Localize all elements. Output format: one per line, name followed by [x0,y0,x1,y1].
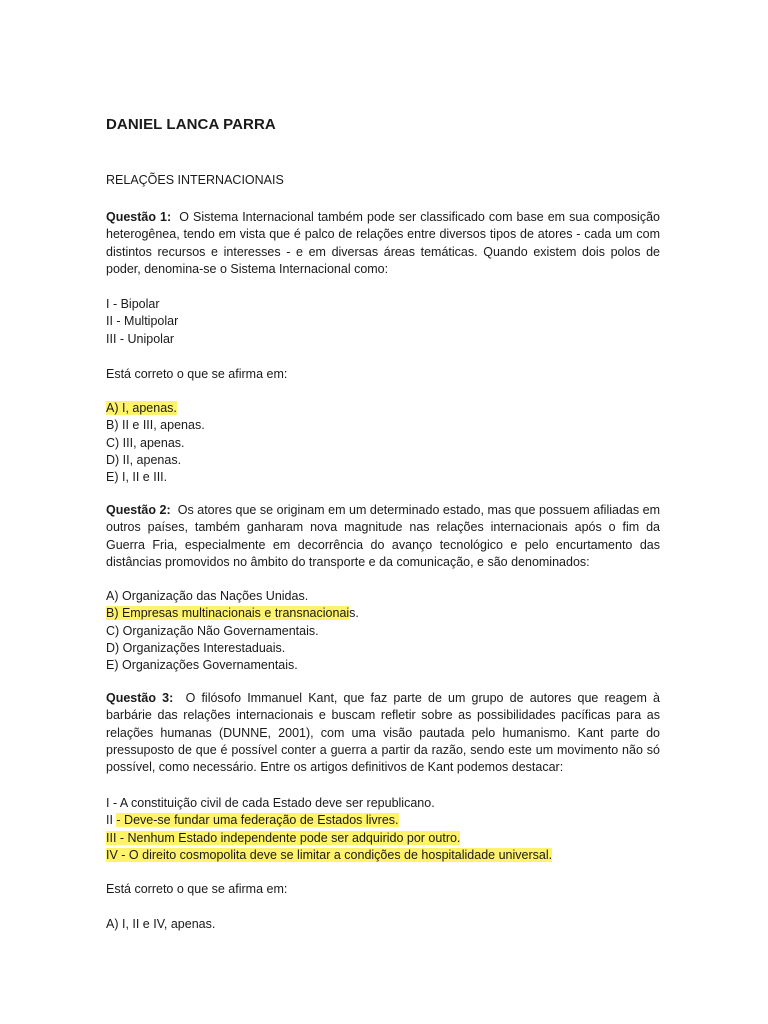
statement: II - Multipolar [106,314,179,329]
statement: III - Unipolar [106,331,175,346]
option-b: B) II e III, apenas. [106,418,205,433]
question-1-text [106,209,660,278]
option-d: D) Organizações Interestaduais. [106,640,286,655]
highlighted-statement: - Deve-se fundar uma federação de Estados livres. [116,813,399,828]
option-e: E) Organizações Governamentais. [106,658,298,673]
question-1-body: O Sistema Internacional também pode ser classificado com base em sua composição heterogênea, tendo em vista que é palco de relações entre diversos tipos de atores - cada um com distintos recursos e interesses - e em diversas áreas temáticas. Quando existem dois polos de poder, denomina-se o Sistema Internacional como: [106,210,660,276]
option-e: E) I, II e III. [106,470,168,485]
question-3-statements [106,795,660,864]
option-c: C) Organização Não Governamentais. [106,623,319,638]
option-a: A) Organização das Nações Unidas. [106,589,309,603]
question-1-prompt: Está correto o que se afirma em: [106,367,288,381]
highlighted-answer: B) Empresas multinacionais e transnacionai [106,606,350,621]
option-b-rest: s. [349,606,359,621]
statement [106,812,660,829]
question-3-text [106,690,660,776]
statement [106,847,660,864]
author-name: DANIEL LANCA PARRA [106,116,276,133]
highlighted-statement: III - Nenhum Estado independente pode ser adquirido por outro. [106,830,461,845]
course-title: RELAÇÕES INTERNACIONAIS [106,173,284,187]
option-c: C) III, apenas. [106,435,185,450]
question-1-options [106,400,660,486]
question-2-label: Questão 2: [106,503,171,517]
statement: I - A constituição civil de cada Estado deve ser republicano. [106,796,435,810]
option-d: D) II, apenas. [106,452,182,467]
option-a [106,400,660,417]
question-3-body: O filósofo Immanuel Kant, que faz parte de um grupo de autores que reagem à barbárie das relações internacionais e buscam refletir sobre as possibilidades pacíficas para as relações humanas (DUNNE, 2001), com uma visão pautada pelo humanismo. Kant parte do pressuposto de que é possível conter a guerra a partir da razão, sendo este um movimento não só possível, como necessário. Entre os artigos definitivos de Kant podemos destacar: [106,691,660,775]
statement-numeral: II [106,813,117,828]
question-3-label: Questão 3: [106,691,174,705]
question-3-options [106,916,660,933]
question-2-text [106,502,660,571]
question-1-label: Questão 1: [106,210,172,224]
statement: I - Bipolar [106,297,160,311]
statement [106,830,660,847]
question-3-prompt: Está correto o que se afirma em: [106,882,288,896]
question-2-body: Os atores que se originam em um determinado estado, mas que possuem afiliadas em outros países, também ganharam nova magnitude nas relações internacionais após o fim da Guerra Fria, especialmente em decorrência do avanço tecnológico e pelo encurtamento das distâncias promovidos no âmbito do transporte e da comunicação, e são denominados: [106,503,661,569]
question-2-options [106,588,660,674]
option-b [106,605,660,622]
highlighted-answer: A) I, apenas. [106,401,177,415]
question-1-statements [106,296,660,348]
option-a: A) I, II e IV, apenas. [106,917,216,931]
highlighted-statement: IV - O direito cosmopolita deve se limitar a condições de hospitalidade universal. [106,847,553,862]
